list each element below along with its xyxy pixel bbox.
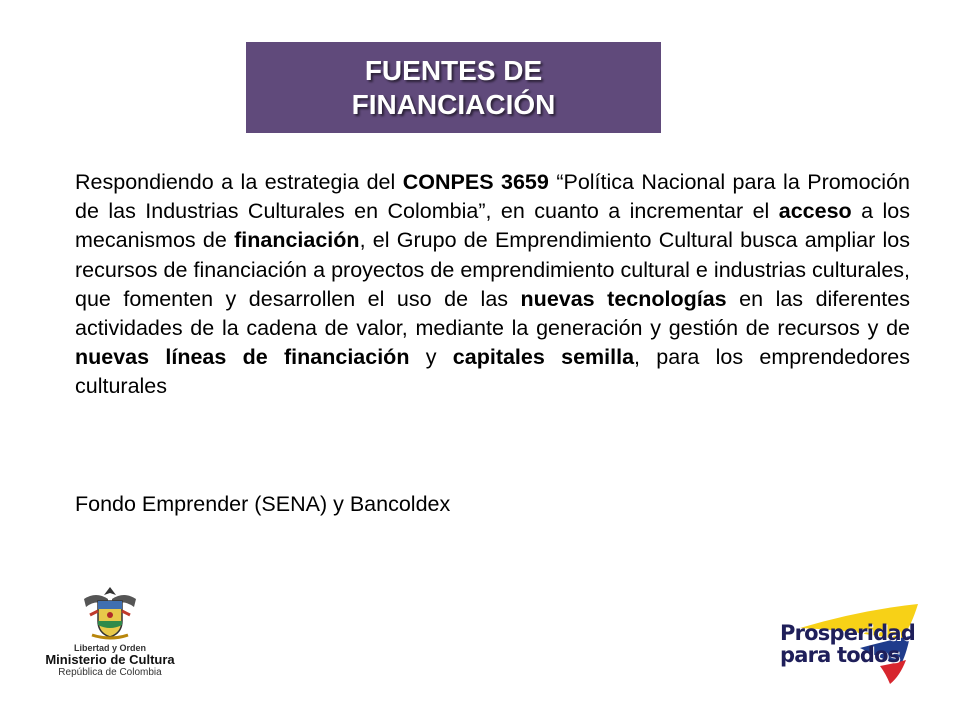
funding-sources-line: Fondo Emprender (SENA) y Bancoldex — [75, 492, 451, 516]
body-bold-capitales-semilla: capitales semilla — [452, 345, 635, 370]
prosperidad-line-1: Prosperidad — [780, 621, 915, 645]
body-text-segment: , el Grupo de Emprendimiento Cultural busca ampliar los recursos de financiación a proyectos de emprendimiento cultural e industrias culturales, que fomenten y desarrollen el uso de las — [75, 228, 910, 311]
body-text-segment: Respondiendo a la estrategia del — [75, 170, 403, 194]
body-text-segment: y — [409, 345, 453, 370]
body-bold-acceso: acceso — [778, 199, 852, 224]
body-bold-nuevas-lineas: nuevas líneas de financiación — [75, 345, 410, 370]
title-line-1: FUENTES DE — [364, 55, 543, 86]
body-bold-financiacion: financiación — [234, 228, 360, 253]
body-bold-nuevas-tecnologias: nuevas tecnologías — [520, 286, 727, 311]
body-paragraph — [75, 168, 910, 402]
ministry-name: Ministerio de Cultura — [45, 652, 175, 667]
body-text-segment: , para los emprendedores culturales — [75, 345, 910, 399]
ministry-logo — [40, 585, 180, 695]
ministry-motto: Libertad y Orden — [73, 643, 146, 653]
prosperidad-line-2: para todos — [780, 643, 900, 667]
ministry-republic: República de Colombia — [58, 667, 162, 678]
title-line-2: FINANCIACIÓN — [351, 89, 556, 120]
slide-title — [246, 42, 661, 133]
body-text-segment: a los mecanismos de — [75, 199, 911, 253]
prosperidad-logo — [740, 600, 930, 690]
body-bold-conpes: CONPES 3659 — [402, 170, 549, 194]
body-text-segment: “Política Nacional para la Promoción de las Industrias Culturales en Colombia”, en cuanto a incrementar el — [75, 170, 910, 224]
body-text-segment: en las diferentes actividades de la cadena de valor, mediante la generación y gestión de recursos y de — [75, 286, 910, 341]
coat-of-arms-icon — [78, 585, 142, 641]
